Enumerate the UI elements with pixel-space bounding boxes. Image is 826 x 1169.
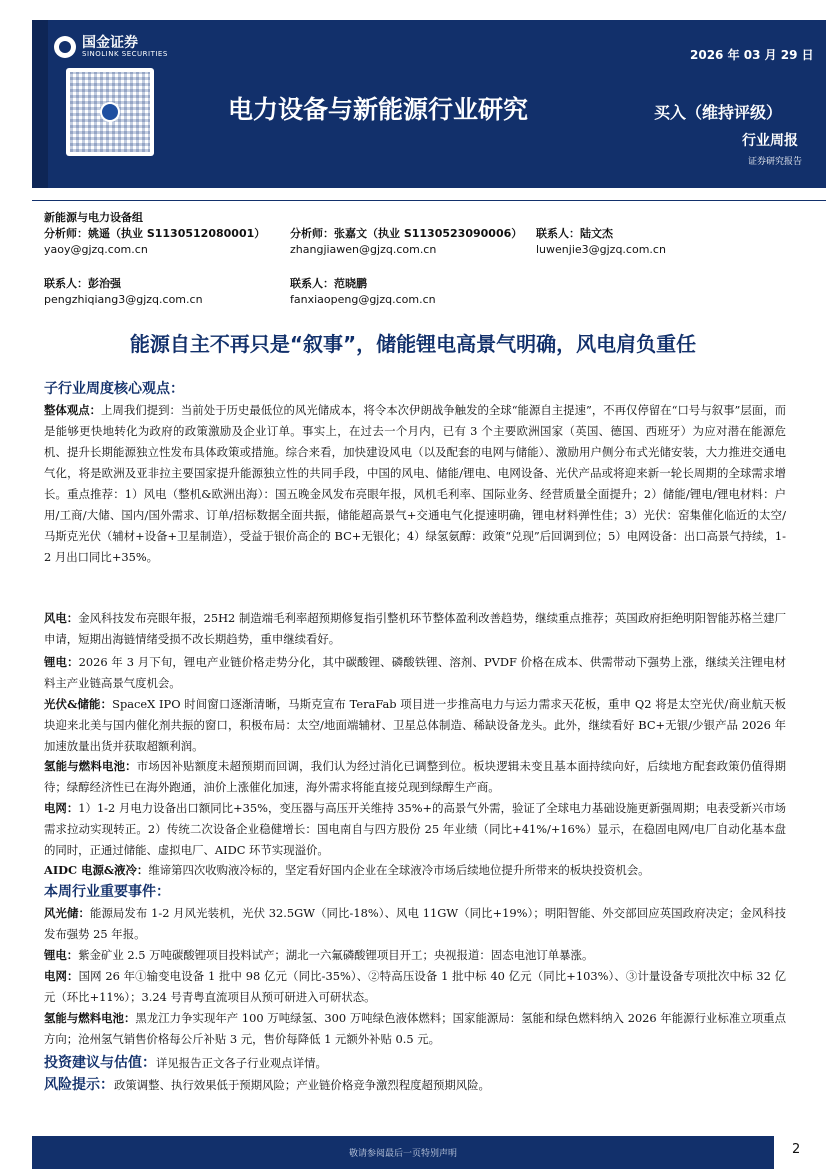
label-wind: 风电： (44, 611, 79, 625)
logo-name-en: SINOLINK SECURITIES (82, 50, 168, 58)
label-aidc: AIDC 电源&液冷： (44, 863, 149, 877)
contact-email[interactable]: pengzhiqiang3@gjzq.com.cn (44, 293, 203, 306)
risk-title: 风险提示： (44, 1077, 114, 1093)
headline: 能源自主不再只是“叙事”，储能锂电高景气明确，风电肩负重任 (129, 332, 697, 356)
text-event-hydrogen: 黑龙江力争实现年产 100 万吨绿氢、300 万吨绿色液体燃料；国家能源局：氢能和绿色燃料纳入 2026 年能源行业标准立项重点方向；沧州氢气销售价格每公斤补贴 3 元，售价每降低 1 元额外补贴 0.5 元。 (44, 1011, 786, 1046)
report-type: 证券研究报告 (748, 157, 803, 167)
paragraph-wind (44, 608, 786, 650)
text-lithium: 2026 年 3 月下旬，锂电产业链价格走势分化，其中碳酸锂、磷酸铁锂、溶剂、PVDF 价格在成本、供需带动下强势上涨，继续关注锂电材料主产业链高景气度机会。 (44, 655, 786, 690)
text-aidc: 维谛第四次收购液冷标的，坚定看好国内企业在全球液冷市场后续地位提升所带来的板块投资机会。 (148, 863, 650, 877)
analyst-label: 分析师：姚遥（执业 S1130512080001） (44, 227, 266, 240)
contact-label: 联系人：范晓鹏 (290, 277, 367, 290)
section-events-title: 本周行业重要事件： (44, 884, 170, 900)
label-lithium: 锂电： (44, 655, 79, 669)
divider (32, 200, 826, 201)
rating: 买入（维持评级） (654, 103, 783, 122)
label-event-grid: 电网： (44, 969, 79, 983)
paragraph-risk (44, 1075, 786, 1096)
analyst-email[interactable]: zhangjiawen@gjzq.com.cn (290, 243, 437, 256)
analyst-yao (44, 226, 265, 258)
text-event-wind: 能源局发布 1-2 月风光装机，光伏 32.5GW（同比-18%）、风电 11GW（同比+19%）；明阳智能、外交部回应英国政府决定；金风科技发布强势 25 年报。 (44, 906, 786, 941)
footer-disclaimer[interactable]: 敬请参阅最后一页特别声明 (348, 1149, 457, 1159)
analyst-email[interactable]: yaoy@gjzq.com.cn (44, 243, 148, 256)
contact-lu (536, 226, 666, 258)
team-name: 新能源与电力设备组 (44, 211, 143, 224)
text-wind: 金风科技发布亮眼年报，25H2 制造端毛利率超预期修复指引整机环节整体盈利改善趋势，继续重点推荐；英国政府拒绝明阳智能苏格兰建厂申请，短期出海链情绪受损不改长期趋势，重申继续看好。 (44, 611, 786, 646)
banner-accent (32, 20, 48, 188)
analyst-zhang (290, 226, 522, 258)
text-event-grid: 国网 26 年①输变电设备 1 批中 98 亿元（同比-35%）、②特高压设备 1 批中标 40 亿元（同比+103%）、③计量设备专项批次中标 32 亿元（环比+11%）；3.24 号青粤直流项目从预可研进入可研状态。 (44, 969, 786, 1004)
paragraph-investment (44, 1053, 786, 1074)
risk-text: 政策调整、执行效果低于预期风险；产业链价格竞争激烈程度超预期风险。 (114, 1078, 490, 1092)
text-pv-storage: SpaceX IPO 时间窗口逐渐清晰，马斯克宣布 TeraFab 项目进一步推高电力与运力需求天花板，重申 Q2 将是太空光伏/商业航天板块迎来北美与国内催化剂共振的窗口，积极布局：太空/地面端辅材、卫星总体制造、稀缺设备龙头。此外，继续看好 BC+无银/少银产品 2026 年加速放量出货并获取超额利润。 (44, 697, 786, 753)
label-overall: 整体观点： (44, 403, 102, 417)
investment-title: 投资建议与估值： (44, 1055, 156, 1071)
paragraph-event-hydrogen (44, 1008, 786, 1050)
paragraph-event-grid (44, 966, 786, 1008)
paragraph-aidc (44, 860, 786, 881)
company-logo (54, 36, 168, 58)
logo-name-cn: 国金证券 (82, 35, 138, 51)
page-number: 2 (792, 1142, 801, 1157)
contact-label: 联系人：彭治强 (44, 277, 121, 290)
report-date: 2026 年 03 月 29 日 (690, 48, 814, 62)
contact-peng (44, 276, 203, 308)
investment-text: 详见报告正文各子行业观点详情。 (156, 1056, 327, 1070)
label-pv-storage: 光伏&储能： (44, 697, 113, 711)
paragraph-event-lithium (44, 945, 786, 966)
analyst-label: 分析师：张嘉文（执业 S1130523090006） (290, 227, 523, 240)
paragraph-event-wind (44, 903, 786, 945)
paragraph-overall (44, 400, 786, 568)
label-hydrogen: 氢能与燃料电池： (44, 759, 137, 773)
contact-label: 联系人：陆文杰 (536, 227, 613, 240)
paragraph-hydrogen (44, 756, 786, 798)
section-core-title: 子行业周度核心观点： (44, 381, 184, 397)
report-series: 行业周报 (742, 133, 798, 149)
text-overall: 上周我们提到：当前处于历史最低位的风光储成本，将令本次伊朗战争触发的全球“能源自主提速”，不再仅停留在“口号与叙事”层面，而是能够更快地转化为政府的政策激励及企业订单。事实上，在过去一个月内，已有 3 个主要欧洲国家（英国、德国、西班牙）为应对潜在能源危机、提升长期能源独立性发布具体政策或措施。综合来看，加快建设风电（以及配套的电网与储能）、激励用户侧分布式光储安装，大力推进交通电气化，将是欧洲及亚非拉主要国家提升能源独立性的共同手段，中国的风电、储能/锂电、电网设备、光伏产品或将迎来新一轮长周期的全球需求增长。重点推荐：1）风电（整机&欧洲出海）：国五晚金风发布亮眼年报，风机毛利率、国际业务、经营质量全面提升；2）储能/锂电/锂电材料：户用/工商/大储、国内/国外需求、订单/招标数据全面共振，储能超高景气+交通电气化提速明确，锂电材料弹性佳；3）光伏：窑集催化临近的太空/马斯克光伏（辅材+设备+卫星制造），受益于银价高企的 BC+无银化；4）绿氢氨醇：政策“兑现”后回调到位；5）电网设备：出口高景气持续，1-2 月出口同比+35%。 (44, 403, 786, 564)
contact-email[interactable]: fanxiaopeng@gjzq.com.cn (290, 293, 436, 306)
logo-mark-icon (54, 36, 76, 58)
label-grid: 电网： (44, 801, 79, 815)
contact-email[interactable]: luwenjie3@gjzq.com.cn (536, 243, 666, 256)
label-event-wind: 风光储： (44, 906, 90, 920)
text-hydrogen: 市场因补贴额度未超预期而回调，我们认为经过消化已调整到位。板块逻辑未变且基本面持续向好，后续地方配套政策仍值得期待；绿醇经济性已在海外跑通，油价上涨催化加速，海外需求将能直接兑现到绿醇生产商。 (44, 759, 786, 794)
contact-fan (290, 276, 436, 308)
paragraph-grid (44, 798, 786, 861)
text-grid: 1）1-2 月电力设备出口额同比+35%，变压器与高压开关维持 35%+的高景气外需，验证了全球电力基础设施更新强周期；电表受新兴市场需求拉动实现转正。2）传统二次设备企业稳健增长：国电南自与四方股份 25 年业绩（同比+41%/+16%）显示，在稳固电网/电厂自动化基本盘的同时，正通过储能、虚拟电厂、AIDC 环节实现溢价。 (44, 801, 786, 857)
text-event-lithium: 紫金矿业 2.5 万吨碳酸锂项目投料试产；湖北一六氟磷酸锂项目开工；央视报道：固态电池订单暴涨。 (78, 948, 594, 962)
paragraph-pv-storage (44, 694, 786, 757)
label-event-hydrogen: 氢能与燃料电池： (44, 1011, 136, 1025)
footer-bar (32, 1136, 774, 1169)
qr-code-icon (66, 68, 154, 156)
paragraph-lithium (44, 652, 786, 694)
report-title: 电力设备与新能源行业研究 (228, 95, 529, 124)
label-event-lithium: 锂电： (44, 948, 79, 962)
